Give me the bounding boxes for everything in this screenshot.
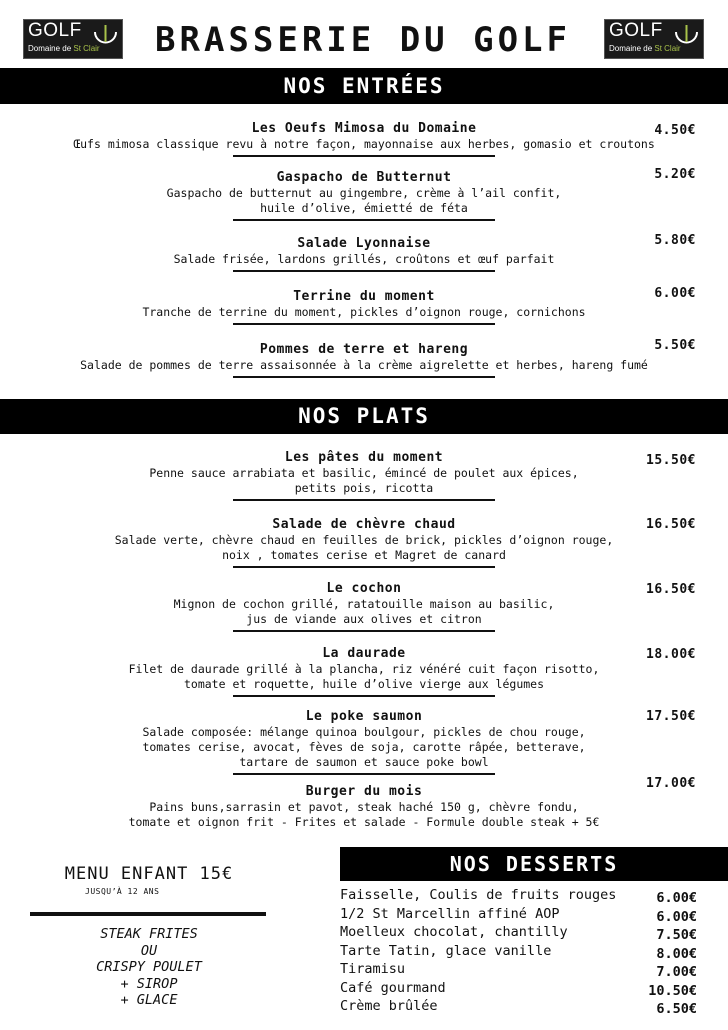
dish-name: Le cochon	[326, 581, 402, 596]
dish-price: 15.50€	[646, 453, 696, 468]
golf-logo-right	[604, 19, 704, 59]
logo-subtitle: Domaine de St Clair	[28, 44, 100, 53]
page-title: BRASSERIE DU GOLF	[155, 20, 571, 60]
menu-item	[0, 121, 728, 157]
dish-price: 17.50€	[646, 709, 696, 724]
kids-dish: + SIROP	[120, 975, 178, 992]
divider	[233, 376, 495, 378]
dish-name: La daurade	[322, 646, 406, 661]
dessert-item	[340, 960, 700, 979]
dessert-item	[340, 942, 700, 961]
divider	[233, 270, 495, 272]
dish-name: Salade Lyonnaise	[297, 236, 431, 251]
dish-price: 5.50€	[654, 338, 696, 353]
menu-item	[0, 581, 728, 632]
desserts-list	[340, 886, 700, 1016]
dessert-item	[340, 905, 700, 924]
dish-name: Les pâtes du moment	[284, 450, 444, 465]
dish-price: 17.00€	[646, 776, 696, 791]
logo-word: GOLF	[609, 20, 663, 41]
dish-name: Pommes de terre et hareng	[259, 342, 469, 357]
dessert-name: Faisselle, Coulis de fruits rouges	[340, 887, 617, 903]
dish-description: Tranche de terrine du moment, pickles d’oignon rouge, cornichons	[142, 305, 586, 319]
kids-menu-dishes	[30, 926, 268, 1009]
dish-description: Filet de daurade grillé à la plancha, riz vénéré cuit façon risotto, tomate et roquette, huile d’olive vierge aux légumes	[128, 662, 600, 691]
dish-name: Gaspacho de Butternut	[276, 170, 452, 185]
dessert-price: 7.00€	[656, 964, 697, 980]
dessert-name: Tiramisu	[340, 961, 406, 977]
menu-item	[0, 784, 728, 830]
divider	[233, 566, 495, 568]
divider	[30, 912, 266, 916]
divider	[233, 323, 495, 325]
dish-price: 4.50€	[654, 123, 696, 138]
menu-item	[0, 517, 728, 568]
dish-description: Salade composée: mélange quinoa boulgour, pickles de chou rouge, tomates cerise, avocat, fèves de soja, carotte râpée, betterave, tartare de saumon et sauce poke bowl	[142, 725, 586, 769]
menu-item	[0, 646, 728, 697]
dish-price: 5.20€	[654, 167, 696, 182]
dessert-price: 10.50€	[648, 982, 697, 999]
dish-description: Gaspacho de butternut au gingembre, crème à l’ail confit, huile d’olive, émietté de féta	[166, 186, 562, 215]
golf-logo-left	[23, 19, 123, 59]
dish-name: Le poke saumon	[305, 709, 423, 724]
kids-dish: CRISPY POULET	[96, 959, 202, 976]
dish-name: Les Oeufs Mimosa du Domaine	[251, 121, 477, 136]
dish-price: 6.00€	[654, 286, 696, 301]
dessert-price: 8.00€	[656, 945, 697, 962]
kids-dish: OU	[140, 942, 158, 959]
dessert-price: 7.50€	[656, 927, 697, 943]
divider	[233, 695, 495, 697]
kids-dish: STEAK FRITES	[100, 926, 198, 942]
dessert-price: 6.50€	[656, 1001, 697, 1017]
dish-name: Burger du mois	[305, 784, 423, 799]
menu-item	[0, 342, 728, 378]
menu-item	[0, 289, 728, 325]
dessert-name: Tarte Tatin, glace vanille	[340, 942, 552, 959]
kids-menu-age: JUSQU’À 12 ANS	[85, 887, 160, 896]
dessert-item	[340, 997, 700, 1016]
dessert-item	[340, 886, 700, 905]
dish-price: 16.50€	[646, 582, 696, 597]
dish-price: 16.50€	[646, 517, 696, 532]
dish-description: Penne sauce arrabiata et basilic, émincé de poulet aux épices, petits pois, ricotta	[149, 466, 579, 495]
dish-name: Terrine du moment	[293, 289, 435, 304]
section-header-desserts: NOS DESSERTS	[340, 847, 728, 881]
dessert-name: Crème brûlée	[340, 998, 438, 1014]
dessert-name: Moelleux chocolat, chantilly	[340, 924, 568, 940]
kids-dish: + GLACE	[120, 992, 178, 1009]
dish-description: Salade verte, chèvre chaud en feuilles de brick, pickles d’oignon rouge, noix , tomates cerise et Magret de canard	[114, 533, 614, 562]
kids-menu-title: MENU ENFANT 15€	[64, 864, 234, 884]
dish-name: Salade de chèvre chaud	[272, 517, 456, 532]
divider	[233, 499, 495, 501]
golf-hole-icon	[673, 24, 700, 51]
dish-description: Salade frisée, lardons grillés, croûtons et œuf parfait	[173, 252, 555, 266]
dessert-item	[340, 979, 700, 998]
kids-menu	[30, 862, 268, 1009]
menu-item	[0, 170, 728, 221]
golf-hole-icon	[92, 24, 119, 51]
dessert-price: 6.00€	[656, 890, 697, 906]
dish-description: Salade de pommes de terre assaisonnée à la crème aigrelette et herbes, hareng fumé	[80, 358, 648, 372]
divider	[233, 219, 495, 221]
logo-subtitle: Domaine de St Clair	[609, 44, 681, 53]
dish-description: Œufs mimosa classique revu à notre façon, mayonnaise aux herbes, gomasio et croutons	[73, 137, 655, 151]
menu-item	[0, 450, 728, 501]
section-header-plats: NOS PLATS	[0, 399, 728, 434]
dessert-name: 1/2 St Marcellin affiné AOP	[340, 905, 560, 922]
divider	[233, 630, 495, 632]
dessert-price: 6.00€	[656, 908, 697, 925]
dish-description: Pains buns,sarrasin et pavot, steak haché 150 g, chèvre fondu, tomate et oignon frit - Frites et salade - Formule double steak + 5€	[128, 800, 600, 829]
divider	[233, 773, 495, 775]
dish-description: Mignon de cochon grillé, ratatouille maison au basilic, jus de viande aux olives et citron	[173, 597, 555, 626]
menu-item	[0, 709, 728, 775]
dessert-name: Café gourmand	[340, 979, 446, 996]
menu-item	[0, 236, 728, 272]
dessert-item	[340, 923, 700, 942]
section-header-entrees: NOS ENTRÉES	[0, 68, 728, 104]
dish-price: 18.00€	[646, 647, 696, 662]
dish-price: 5.80€	[654, 233, 696, 248]
logo-word: GOLF	[28, 20, 82, 41]
divider	[233, 155, 495, 157]
